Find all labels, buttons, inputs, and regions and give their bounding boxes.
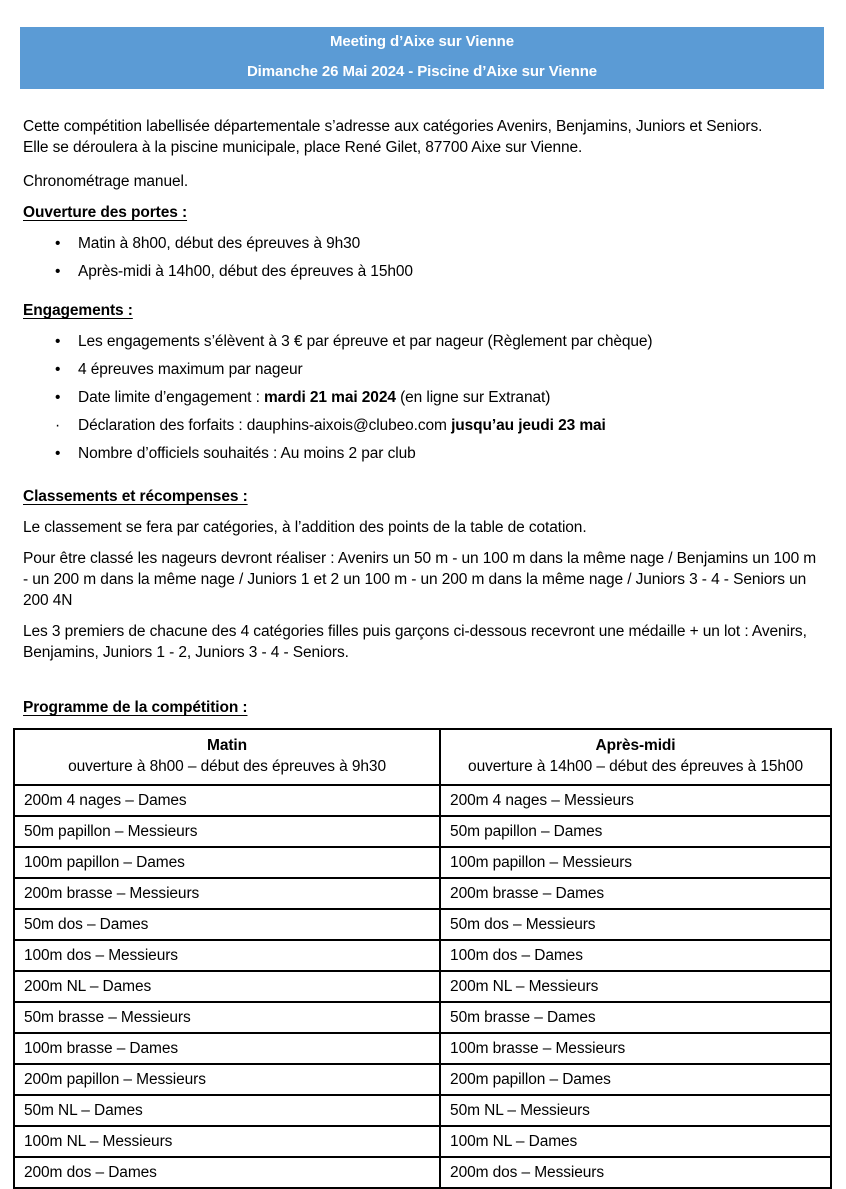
programme-table bbox=[13, 728, 832, 1189]
event-cell: 200m NL – Dames bbox=[14, 971, 440, 1002]
intro-line-2: Elle se déroulera à la piscine municipale, place René Gilet, 87700 Aixe sur Vienne. bbox=[23, 139, 583, 156]
event-cell: 100m brasse – Dames bbox=[14, 1033, 440, 1064]
table-row bbox=[14, 847, 831, 878]
table-row bbox=[14, 909, 831, 940]
event-cell: 100m NL – Messieurs bbox=[14, 1126, 440, 1157]
apres-midi-header-cell bbox=[440, 729, 831, 785]
table-row bbox=[14, 1002, 831, 1033]
classements-paragraph-1: Le classement se fera par catégories, à l’addition des points de la table de cotation. bbox=[23, 519, 587, 536]
table-row bbox=[14, 1095, 831, 1126]
event-cell: 200m 4 nages – Messieurs bbox=[440, 785, 831, 816]
apres-midi-subtitle: ouverture à 14h00 – début des épreuves à 15h00 bbox=[468, 758, 803, 775]
table-row bbox=[14, 878, 831, 909]
banner bbox=[20, 27, 824, 89]
event-cell: 200m brasse – Dames bbox=[440, 878, 831, 909]
list-item-bold-text: jusqu’au jeudi 23 mai bbox=[451, 417, 606, 434]
classements-paragraph-2: Pour être classé les nageurs devront réaliser : Avenirs un 50 m - un 100 m dans la même nage / Benjamins un 100 m - un 200 m dans la même nage / Juniors 1 et 2 un 100 m - un 200 m dans la même nage / Juniors 3 - 4 - Seniors un 200 4N bbox=[23, 550, 817, 609]
event-cell: 200m brasse – Messieurs bbox=[14, 878, 440, 909]
list-item bbox=[55, 415, 823, 436]
list-item bbox=[55, 261, 823, 282]
engagements-list bbox=[23, 331, 823, 464]
event-cell: 100m NL – Dames bbox=[440, 1126, 831, 1157]
table-row bbox=[14, 940, 831, 971]
table-row bbox=[14, 816, 831, 847]
list-item bbox=[55, 331, 823, 352]
section-heading-classements: Classements et récompenses : bbox=[23, 488, 248, 505]
event-cell: 100m dos – Dames bbox=[440, 940, 831, 971]
list-item-text: Date limite d’engagement : bbox=[78, 389, 264, 406]
matin-header-cell bbox=[14, 729, 440, 785]
bullet-icon: • bbox=[55, 235, 61, 252]
matin-subtitle: ouverture à 8h00 – début des épreuves à 9h30 bbox=[68, 758, 386, 775]
list-item bbox=[55, 387, 823, 408]
event-cell: 200m dos – Messieurs bbox=[440, 1157, 831, 1188]
apres-midi-title: Après-midi bbox=[595, 737, 676, 754]
section-heading-programme: Programme de la compétition : bbox=[23, 699, 248, 716]
list-item-text: Déclaration des forfaits : dauphins-aixois@clubeo.com bbox=[78, 417, 452, 434]
list-item-text: Nombre d’officiels souhaités : Au moins 2 par club bbox=[78, 445, 416, 462]
event-cell: 200m NL – Messieurs bbox=[440, 971, 831, 1002]
event-cell: 100m brasse – Messieurs bbox=[440, 1033, 831, 1064]
programme-table-header bbox=[14, 729, 831, 785]
list-item-text: Les engagements s’élèvent à 3 € par épreuve et par nageur (Règlement par chèque) bbox=[78, 333, 653, 350]
section-heading-engagements: Engagements : bbox=[23, 302, 133, 319]
event-cell: 100m papillon – Messieurs bbox=[440, 847, 831, 878]
programme-table-body bbox=[14, 785, 831, 1188]
table-row bbox=[14, 1033, 831, 1064]
header-row bbox=[14, 729, 831, 785]
document-body bbox=[23, 116, 823, 1189]
bullet-icon: • bbox=[55, 263, 61, 280]
banner-subtitle: Dimanche 26 Mai 2024 - Piscine d’Aixe sur Vienne bbox=[246, 63, 598, 80]
list-item-text: (en ligne sur Extranat) bbox=[395, 389, 551, 406]
banner-title: Meeting d’Aixe sur Vienne bbox=[330, 33, 514, 50]
event-cell: 50m dos – Messieurs bbox=[440, 909, 831, 940]
matin-title: Matin bbox=[207, 737, 247, 754]
event-cell: 50m NL – Messieurs bbox=[440, 1095, 831, 1126]
table-row bbox=[14, 785, 831, 816]
list-item-text: Après-midi à 14h00, début des épreuves à 15h00 bbox=[78, 263, 413, 280]
intro-paragraph bbox=[23, 116, 823, 158]
event-cell: 50m papillon – Messieurs bbox=[14, 816, 440, 847]
event-cell: 50m NL – Dames bbox=[14, 1095, 440, 1126]
event-cell: 50m dos – Dames bbox=[14, 909, 440, 940]
bullet-icon: • bbox=[55, 389, 61, 406]
event-cell: 50m brasse – Messieurs bbox=[14, 1002, 440, 1033]
list-item-bold-text: mardi 21 mai 2024 bbox=[264, 389, 396, 406]
event-cell: 200m papillon – Messieurs bbox=[14, 1064, 440, 1095]
event-cell: 200m dos – Dames bbox=[14, 1157, 440, 1188]
ouverture-list bbox=[23, 233, 823, 282]
classements-paragraph-3: Les 3 premiers de chacune des 4 catégories filles puis garçons ci-dessous recevront une médaille + un lot : Avenirs, Benjamins, Juniors 1 - 2, Juniors 3 - 4 - Seniors. bbox=[23, 623, 807, 661]
list-item bbox=[55, 233, 823, 254]
event-cell: 200m papillon – Dames bbox=[440, 1064, 831, 1095]
event-cell: 50m brasse – Dames bbox=[440, 1002, 831, 1033]
event-cell: 50m papillon – Dames bbox=[440, 816, 831, 847]
intro-line-1: Cette compétition labellisée départementale s’adresse aux catégories Avenirs, Benjamins, Juniors et Seniors. bbox=[23, 118, 763, 135]
event-cell: 100m dos – Messieurs bbox=[14, 940, 440, 971]
section-heading-ouverture: Ouverture des portes : bbox=[23, 204, 188, 221]
table-row bbox=[14, 971, 831, 1002]
bullet-icon: • bbox=[55, 333, 61, 350]
list-item-text: 4 épreuves maximum par nageur bbox=[78, 361, 303, 378]
list-item-text: Matin à 8h00, début des épreuves à 9h30 bbox=[78, 235, 361, 252]
event-cell: 200m 4 nages – Dames bbox=[14, 785, 440, 816]
list-item bbox=[55, 443, 823, 464]
bullet-icon: • bbox=[55, 361, 61, 378]
table-row bbox=[14, 1157, 831, 1188]
bullet-icon: • bbox=[55, 445, 61, 462]
table-row bbox=[14, 1126, 831, 1157]
list-item bbox=[55, 359, 823, 380]
event-cell: 100m papillon – Dames bbox=[14, 847, 440, 878]
table-row bbox=[14, 1064, 831, 1095]
timing-paragraph: Chronométrage manuel. bbox=[23, 173, 189, 190]
small-dot-icon: · bbox=[55, 417, 61, 434]
